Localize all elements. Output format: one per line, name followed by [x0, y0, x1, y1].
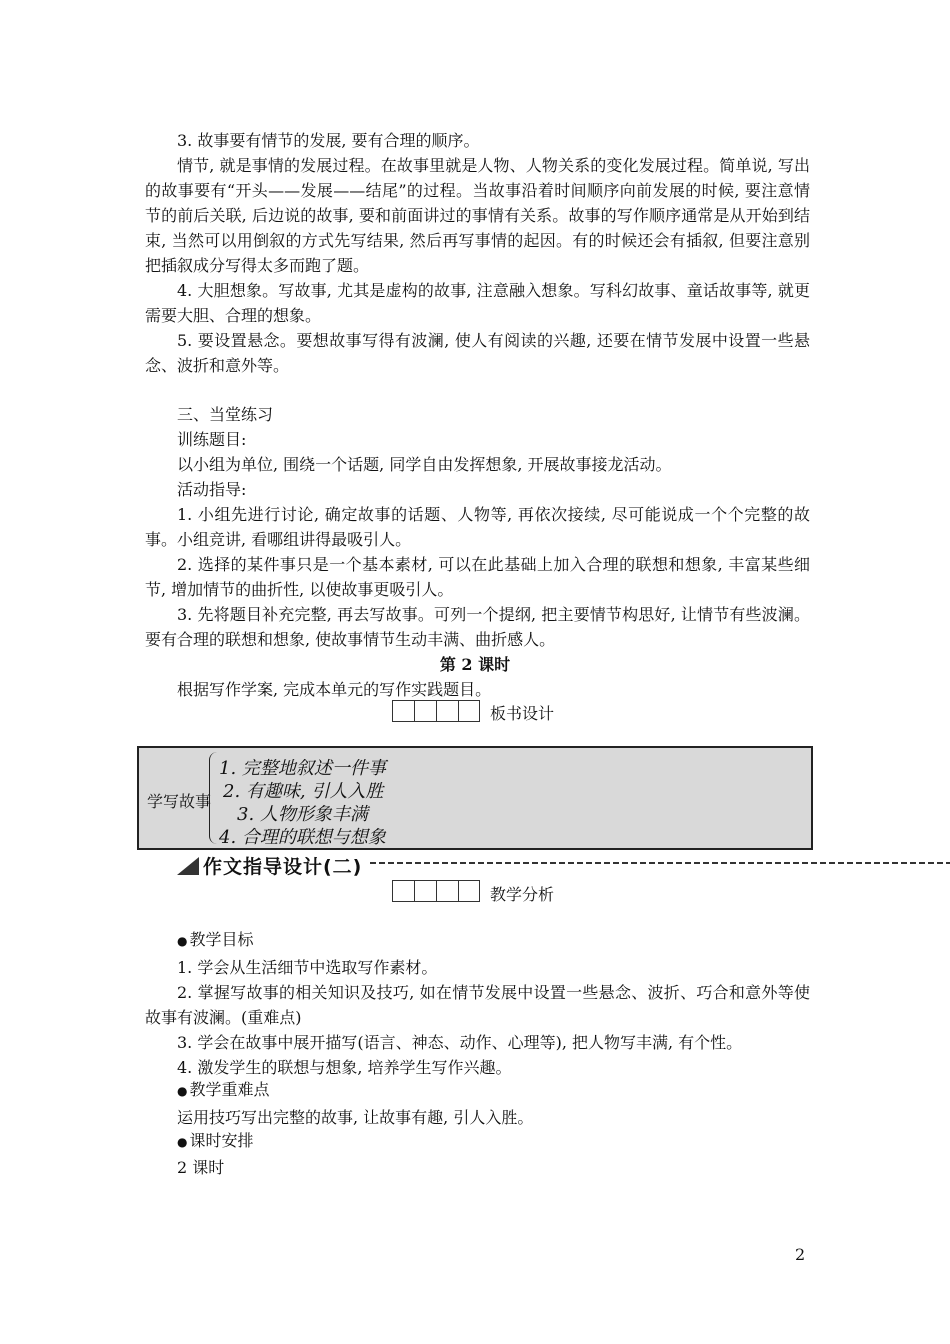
goals-heading: ● 教学目标	[177, 927, 254, 954]
board-item-3: 3. 人物形象丰满	[237, 804, 368, 825]
analysis-boxes	[392, 880, 480, 902]
section-header	[177, 852, 362, 879]
board-item-1: 1. 完整地叙述一件事	[219, 758, 386, 779]
guide-item-1: 1. 小组先进行讨论, 确定故事的话题、人物等, 再依次接续, 尽可能说成一个个完整的故事。小组竞讲, 看哪组讲得最吸引人。	[145, 505, 810, 549]
lesson-2-text: 根据写作学案, 完成本单元的写作实践题目。	[177, 680, 492, 699]
board-design-boxes	[392, 700, 480, 722]
topic-text: 以小组为单位, 围绕一个话题, 同学自由发挥想象, 开展故事接龙活动。	[177, 455, 672, 474]
paragraph-plot-heading: 3. 故事要有情节的发展, 要有合理的顺序。	[177, 131, 480, 150]
page-number: 2	[795, 1245, 806, 1264]
board-design-label: 板书设计	[490, 704, 555, 723]
lesson-2-title: 第 2 课时	[439, 655, 511, 674]
section-title: 作文指导设计(二)	[203, 856, 363, 878]
goal-4: 4. 激发学生的联想与想象, 培养学生写作兴趣。	[177, 1058, 512, 1077]
guide-item-2: 2. 选择的某件事只是一个基本素材, 可以在此基础上加入合理的联想和想象, 丰富某些细节, 增加情节的曲折性, 以使故事更吸引人。	[145, 555, 810, 599]
triangle-icon	[177, 857, 199, 875]
key-text: 运用技巧写出完整的故事, 让故事有趣, 引人入胜。	[177, 1108, 534, 1127]
goal-3: 3. 学会在故事中展开描写(语言、神态、动作、心理等), 把人物写丰满, 有个性。	[177, 1033, 743, 1052]
board-title: 学写故事	[147, 792, 212, 811]
guide-label: 活动指导:	[177, 480, 247, 499]
paragraph-suspense: 5. 要设置悬念。要想故事写得有波澜, 使人有阅读的兴趣, 还要在情节发展中设置一些悬念、波折和意外等。	[145, 331, 810, 375]
section-divider	[370, 862, 950, 864]
practice-heading: 三、当堂练习	[177, 405, 274, 424]
hours-text: 2 课时	[177, 1158, 225, 1177]
goal-1: 1. 学会从生活细节中选取写作素材。	[177, 958, 438, 977]
hours-heading: ● 课时安排	[177, 1128, 254, 1155]
board-item-2: 2. 有趣味, 引人入胜	[223, 781, 384, 802]
board-design-panel	[137, 746, 813, 850]
paragraph-imagination: 4. 大胆想象。写故事, 尤其是虚构的故事, 注意融入想象。写科幻故事、童话故事等, 就更需要大胆、合理的想象。	[145, 281, 810, 325]
topic-label: 训练题目:	[177, 430, 247, 449]
brace	[209, 752, 218, 844]
paragraph-plot: 情节, 就是事情的发展过程。在故事里就是人物、人物关系的变化发展过程。简单说, 写出的故事要有“开头——发展——结尾”的过程。当故事沿着时间顺序向前发展的时候, 要注意情节的前后关联, 后边说的故事, 要和前面讲过的事情有关系。故事的写作顺序通常是从开始到结束, 当然可以用倒叙的方式先写结果, 然后再写事情的起因。有的时候还会有插叙, 但要注意别把插叙成分写得太多而跑了题。	[145, 156, 810, 275]
board-item-4: 4. 合理的联想与想象	[219, 827, 386, 848]
goal-2: 2. 掌握写故事的相关知识及技巧, 如在情节发展中设置一些悬念、波折、巧合和意外等使故事有波澜。(重难点)	[145, 983, 810, 1027]
key-heading: ● 教学重难点	[177, 1077, 270, 1104]
guide-item-3: 3. 先将题目补充完整, 再去写故事。可列一个提纲, 把主要情节构思好, 让情节有些波澜。要有合理的联想和想象, 使故事情节生动丰满、曲折感人。	[145, 605, 810, 649]
analysis-label: 教学分析	[490, 885, 555, 904]
